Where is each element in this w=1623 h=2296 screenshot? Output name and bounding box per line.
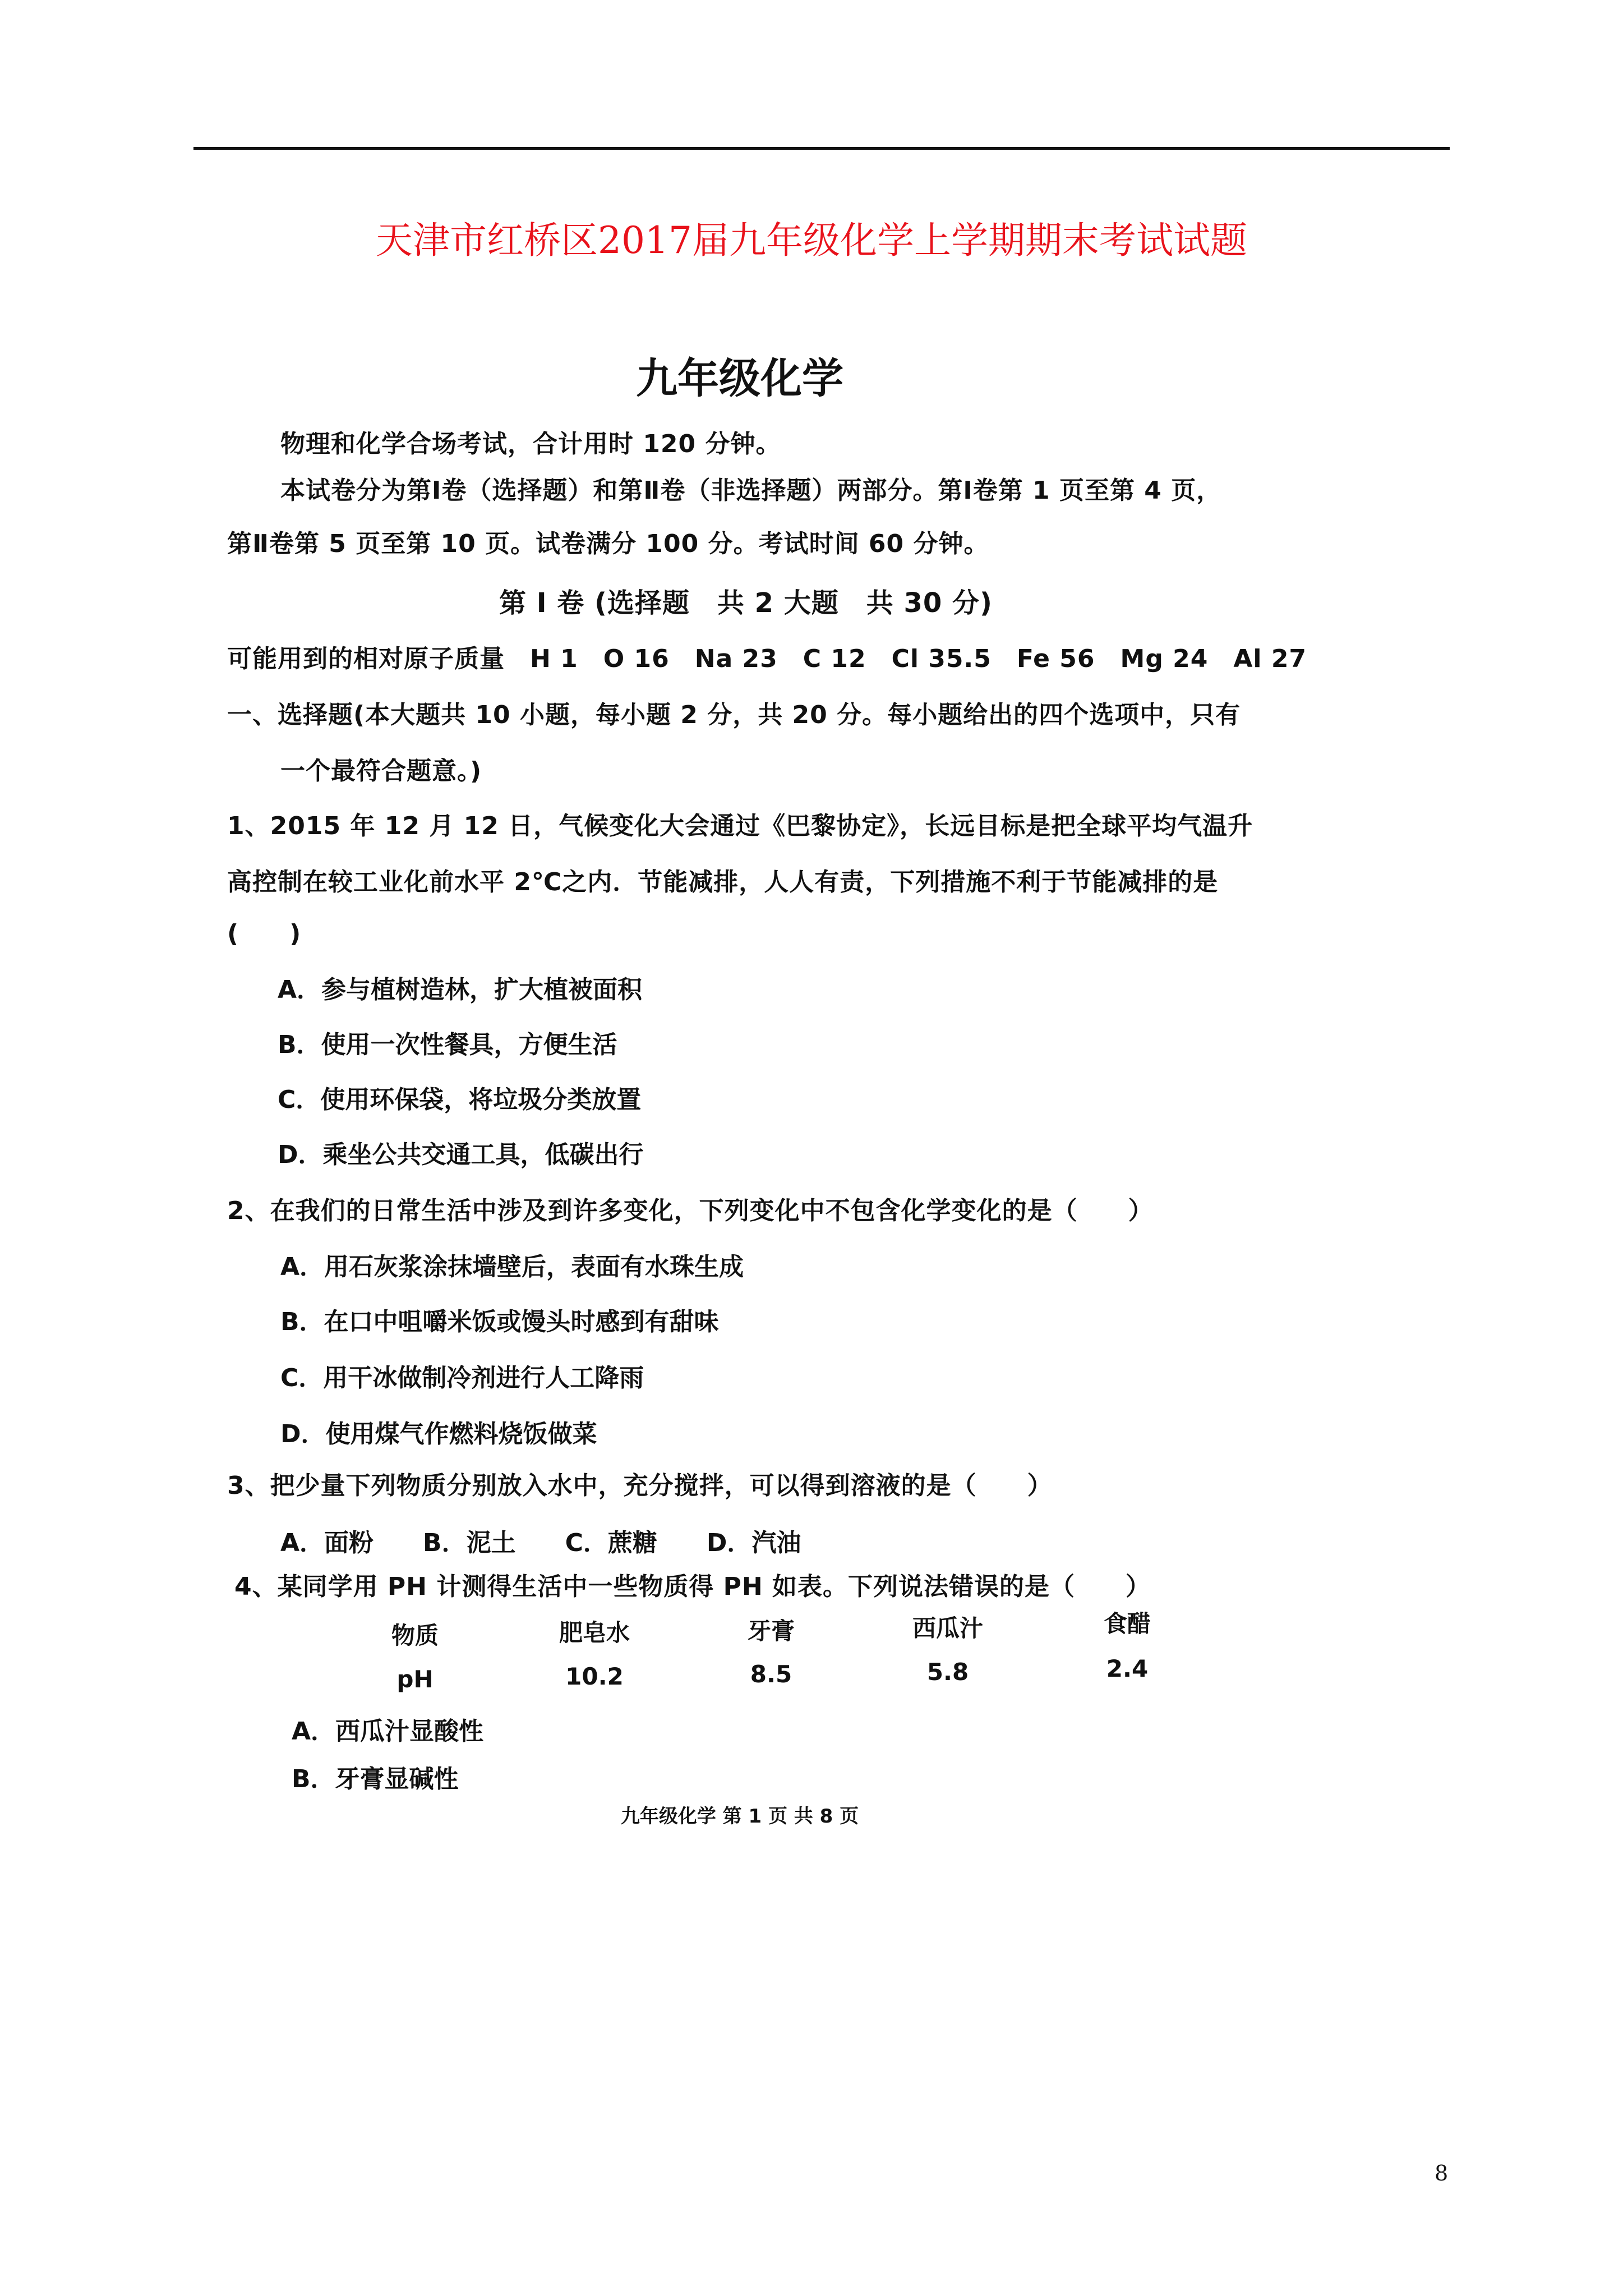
table-header-cell: 牙膏 xyxy=(747,1617,795,1645)
table-cell: pH xyxy=(396,1665,434,1693)
section-title: 第 Ⅰ 卷 (选择题 共 2 大题 共 30 分) xyxy=(499,587,993,619)
intro-line-1: 物理和化学合场考试，合计用时 120 分钟。 xyxy=(280,430,781,458)
table-cell: 8.5 xyxy=(750,1660,792,1688)
q1-option-b: B．使用一次性餐具，方便生活 xyxy=(278,1030,617,1059)
part1-instructions-b: 一个最符合题意。) xyxy=(280,757,482,785)
q4-option-a: A．西瓜汁显酸性 xyxy=(292,1717,484,1746)
q2-option-c: C．用干冰做制冷剂进行人工降雨 xyxy=(280,1364,644,1392)
q1-option-d: D．乘坐公共交通工具，低碳出行 xyxy=(278,1140,644,1169)
q1-option-c: C．使用环保袋，将垃圾分类放置 xyxy=(278,1085,642,1114)
q1-option-a: A．参与植树造林，扩大植被面积 xyxy=(278,976,643,1004)
intro-line-2b: 第Ⅱ卷第 5 页至第 10 页。试卷满分 100 分。考试时间 60 分钟。 xyxy=(227,530,989,558)
part1-instructions-a: 一、选择题(本大题共 10 小题，每小题 2 分，共 20 分。每小题给出的四个选项中，只有 xyxy=(227,701,1241,729)
header-rule xyxy=(193,147,1450,150)
q1-stem-line-2: 高控制在较工业化前水平 2℃之内．节能减排，人人有责，下列措施不利于节能减排的是 xyxy=(227,868,1219,896)
q2-option-d: D．使用煤气作燃料烧饭做菜 xyxy=(280,1420,597,1448)
table-header-cell: 肥皂水 xyxy=(559,1619,630,1646)
q2-option-b: B．在口中咀嚼米饭或馒头时感到有甜味 xyxy=(280,1308,719,1336)
page-number: 8 xyxy=(1435,2161,1449,2185)
atomic-masses: 可能用到的相对原子质量 H 1 O 16 Na 23 C 12 Cl 35.5 Fe 56 Mg 24 Al 27 xyxy=(227,645,1307,673)
q4-stem: 4、某同学用 PH 计测得生活中一些物质得 PH 如表。下列说法错误的是（ ） xyxy=(234,1572,1151,1601)
document-title: 天津市红桥区2017届九年级化学上学期期末考试试题 xyxy=(376,219,1247,262)
table-cell: 10.2 xyxy=(565,1663,624,1690)
q1-answer-bracket: ( ) xyxy=(227,919,302,948)
subject-title: 九年级化学 xyxy=(636,355,843,403)
table-header-cell: 物质 xyxy=(391,1622,439,1649)
table-header-cell: 西瓜汁 xyxy=(912,1614,983,1642)
table-header-cell: 食醋 xyxy=(1103,1610,1151,1637)
q2-stem: 2、在我们的日常生活中涉及到许多变化，下列变化中不包含化学变化的是（ ） xyxy=(227,1197,1154,1225)
table-cell: 5.8 xyxy=(926,1658,969,1686)
intro-line-2a: 本试卷分为第Ⅰ卷（选择题）和第Ⅱ卷（非选择题）两部分。第Ⅰ卷第 1 页至第 4 页， xyxy=(280,476,1222,505)
q3-options: A．面粉 B．泥土 C．蔗糖 D．汽油 xyxy=(280,1529,801,1557)
page-footer-label: 九年级化学 第 1 页 共 8 页 xyxy=(620,1805,859,1828)
q2-option-a: A．用石灰浆涂抹墙壁后，表面有水珠生成 xyxy=(280,1253,744,1281)
q1-stem-line-1: 1、2015 年 12 月 12 日，气候变化大会通过《巴黎协定》，长远目标是把全球平均气温升 xyxy=(227,812,1253,840)
table-cell: 2.4 xyxy=(1106,1655,1149,1682)
q4-option-b: B．牙膏显碱性 xyxy=(292,1765,459,1793)
q3-stem: 3、把少量下列物质分别放入水中，充分搅拌，可以得到溶液的是（ ） xyxy=(227,1471,1053,1500)
